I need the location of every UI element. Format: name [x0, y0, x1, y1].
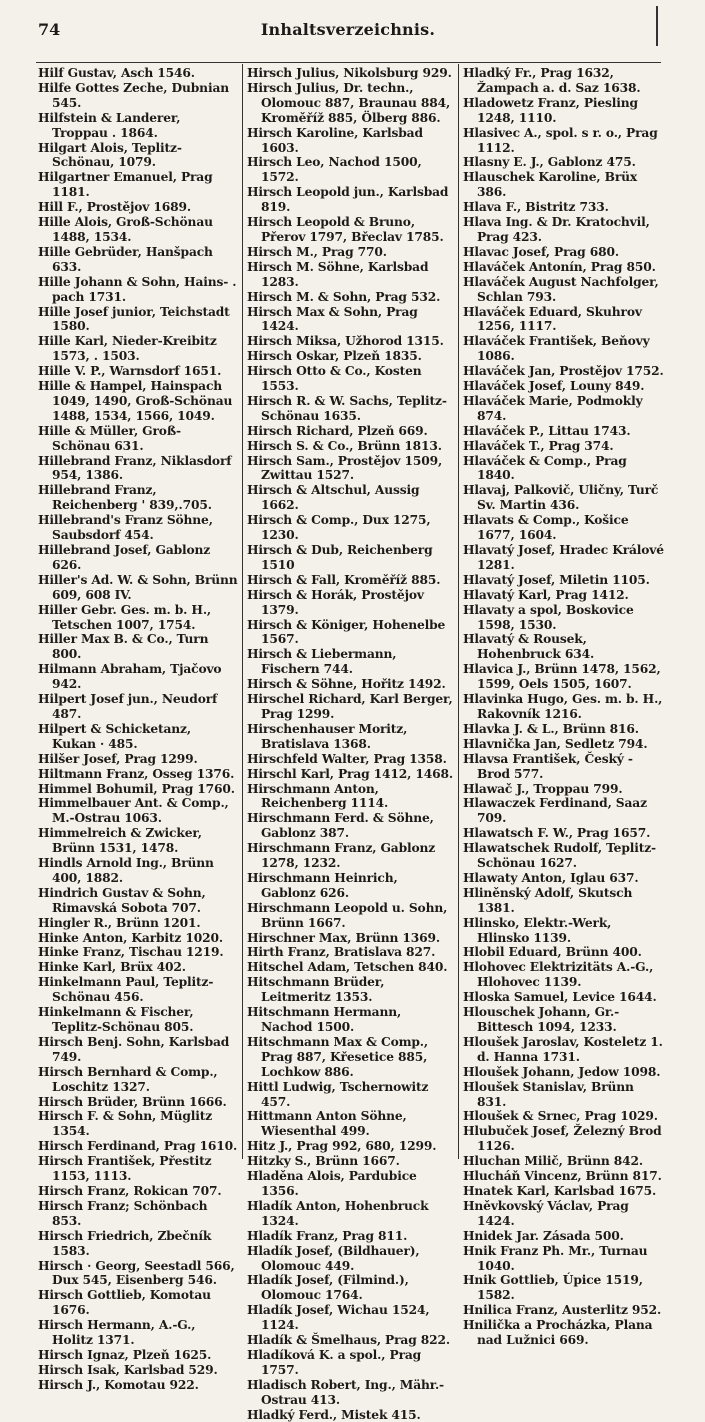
index-entry: Hirsch J., Komotau 922.	[38, 1376, 199, 1392]
index-entry: Hladěna Alois, Pardubice 1356.	[247, 1168, 417, 1198]
index-entry: Hlavinka Hugo, Ges. m. b. H., Rakovník 1216.	[463, 691, 663, 721]
index-entry: Hirsch M. & Sohn, Prag 532.	[247, 288, 441, 304]
index-entry: Hitz J., Prag 992, 680, 1299.	[247, 1138, 437, 1154]
index-entry: Hirth Franz, Bratislava 827.	[247, 944, 436, 960]
index-entry: Hlawač J., Troppau 799.	[463, 780, 623, 796]
index-entry: Hirsch Richard, Plzeň 669.	[247, 422, 428, 438]
index-entry: Hlavnička Jan, Sedletz 794.	[463, 735, 648, 751]
index-entry: Hirsch & Söhne, Hořitz 1492.	[247, 676, 446, 692]
index-entry: Hlaváček Marie, Podmokly 874.	[463, 392, 643, 423]
index-entry: Hirsch F. & Sohn, Müglitz 1354.	[38, 1108, 213, 1139]
index-entry: Hiller Max B. & Co., Turn 800.	[38, 631, 209, 662]
index-entry: Hiller's Ad. W. & Sohn, Brünn 609, 608 IV.	[38, 571, 238, 602]
index-entry: Hirsch Oskar, Plzeň 1835.	[247, 348, 422, 364]
index-entry: Hlaváček Antonín, Prag 850.	[463, 258, 656, 274]
index-entry: Hirsch Hermann, A.-G., Holitz 1371.	[38, 1317, 196, 1348]
index-entry: Hlaváček František, Beňovy 1086.	[463, 333, 650, 364]
index-entry: Hille & Hampel, Hainspach 1049, 1490, Groß-Schönau 1488, 1534, 1566, 1049.	[38, 378, 233, 423]
index-entry: Hluchan Milič, Brünn 842.	[463, 1153, 643, 1169]
index-entry: Hladík Josef, Wichau 1524, 1124.	[247, 1302, 430, 1333]
index-entry: Hirsch Leopold jun., Karlsbad 819.	[247, 184, 449, 215]
index-entry: Himmelreich & Zwicker, Brünn 1531, 1478.	[38, 825, 202, 856]
index-entry: Hille Johann & Sohn, Hains- . pach 1731.	[38, 273, 237, 304]
index-entry: Hirsch Gottlieb, Komotau 1676.	[38, 1287, 211, 1318]
index-entry: Hlohovec Elektrizitäts A.-G., Hlohovec 1139.	[463, 959, 654, 990]
index-entry: Hladowetz Franz, Piesling 1248, 1110.	[463, 94, 638, 125]
index-entry: Hladíková K. a spol., Prag 1757.	[247, 1346, 422, 1377]
index-entry: Hirsch Franz, Rokican 707.	[38, 1182, 222, 1198]
index-entry: Hlobil Eduard, Brünn 400.	[463, 944, 642, 960]
index-entry: Hitschel Adam, Tetschen 840.	[247, 959, 448, 975]
index-entry: Hirschmann Anton, Reichenberg 1114.	[247, 780, 389, 811]
index-entry: Hille Josef junior, Teichstadt 1580.	[38, 303, 230, 334]
index-entry: Hirschel Richard, Karl Berger, Prag 1299.	[247, 691, 453, 721]
index-entry: Hirsch Miksa, Užhorod 1315.	[247, 333, 444, 349]
index-entry: Hinke Karl, Brüx 402.	[38, 959, 186, 975]
index-entry: Himmel Bohumil, Prag 1760.	[38, 780, 235, 796]
index-entry: Hnilička a Procházka, Plana nad Lužnici 669.	[463, 1317, 653, 1348]
index-entry: Hirsch Brüder, Brünn 1666.	[38, 1093, 227, 1109]
index-entry: Hilpert & Schicketanz, Kukan · 485.	[38, 720, 191, 751]
index-entry: Hinkelmann Paul, Teplitz-Schönau 456.	[38, 974, 214, 1005]
index-entry: Hloušek Johann, Jedow 1098.	[463, 1063, 661, 1079]
index-column-right	[463, 65, 667, 1348]
index-entry: Hlavatý & Rousek, Hohenbruck 634.	[463, 631, 595, 662]
index-entry: Hilfstein & Landerer, Troppau . 1864.	[38, 109, 181, 140]
index-entry: Hille Karl, Nieder-Kreibitz 1573, . 1503.	[38, 333, 217, 364]
index-entry: Hirschfeld Walter, Prag 1358.	[247, 750, 447, 766]
index-entry: Hirsch Sam., Prostějov 1509, Zwittau 1527.	[247, 452, 443, 483]
index-entry: Hlavsa František, Český - Brod 577.	[463, 750, 633, 781]
index-entry: Hiller Gebr. Ges. m. b. H., Tetschen 1007, 1754.	[38, 601, 212, 632]
index-entry: Hirsch & Liebermann, Fischern 744.	[247, 646, 397, 677]
index-entry: Hlavica J., Brünn 1478, 1562, 1599, Oels 1505, 1607.	[463, 661, 661, 692]
index-entry: Hilgartner Emanuel, Prag 1181.	[38, 169, 213, 200]
index-entry: Hirsch M. Söhne, Karlsbad 1283.	[247, 258, 429, 289]
index-entry: Hnatek Karl, Karlsbad 1675.	[463, 1182, 657, 1198]
index-entry: Hille Gebrüder, Hanšpach 633.	[38, 243, 213, 274]
index-entry: Hlaváček Josef, Louny 849.	[463, 378, 645, 394]
index-entry: Hill F., Prostějov 1689.	[38, 199, 191, 215]
index-entry: Hirsch František, Přestitz 1153, 1113.	[38, 1153, 212, 1184]
index-entry: Hinke Franz, Tischau 1219.	[38, 944, 224, 960]
index-entry: Hindls Arnold Ing., Brünn 400, 1882.	[38, 855, 214, 885]
index-entry: Hillebrand Josef, Gablonz 626.	[38, 542, 211, 572]
index-entry: Hlawatschek Rudolf, Teplitz-Schönau 1627.	[463, 840, 656, 871]
index-entry: Hlaváček August Nachfolger, Schlan 793.	[463, 273, 659, 304]
index-entry: Hnilica Franz, Austerlitz 952.	[463, 1302, 662, 1318]
index-entry: Hirsch Otto & Co., Kosten 1553.	[247, 363, 422, 394]
index-entry: Hloušek & Srnec, Prag 1029.	[463, 1108, 658, 1124]
index-entry: Hirsch & Fall, Kroměříž 885.	[247, 571, 441, 587]
index-entry: Hirsch S. & Co., Brünn 1813.	[247, 437, 442, 453]
index-entry: Hinkelmann & Fischer, Teplitz-Schönau 805.	[38, 1004, 194, 1034]
corner-mark	[656, 6, 658, 46]
index-entry: Hlavatý Josef, Miletin 1105.	[463, 571, 650, 587]
index-entry: Hloska Samuel, Levice 1644.	[463, 989, 657, 1005]
index-entry: Hloušek Stanislav, Brünn 831.	[463, 1078, 634, 1109]
index-entry: Hladík Josef, (Filmind.), Olomouc 1764.	[247, 1272, 409, 1303]
index-entry: Hlawaty Anton, Iglau 637.	[463, 869, 639, 885]
index-entry: Hlavatý Josef, Hradec Králové 1281.	[463, 542, 664, 572]
index-entry: Hlaváček & Comp., Prag 1840.	[463, 452, 627, 483]
index-entry: Hloušek Jaroslav, Kosteletz 1. d. Hanna 1731.	[463, 1033, 663, 1064]
index-entry: Hillebrand Franz, Reichenberg ' 839,.705.	[38, 482, 212, 513]
index-entry: Hirsch & Königer, Hohenelbe 1567.	[247, 616, 446, 647]
index-entry: Hirsch Julius, Dr. techn., Olomouc 887, Braunau 884, Kroměříž 885, Ölberg 886.	[247, 79, 451, 125]
index-entry: Hirsch M., Prag 770.	[247, 243, 387, 259]
index-entry: Hirsch Julius, Nikolsburg 929.	[247, 65, 452, 80]
index-entry: Hlavatý Karl, Prag 1412.	[463, 586, 629, 602]
index-entry: Hirsch R. & W. Sachs, Teplitz-Schönau 1635.	[247, 392, 447, 423]
index-entry: Hinke Anton, Karbitz 1020.	[38, 929, 223, 945]
index-entry: Hnidek Jar. Zásada 500.	[463, 1227, 624, 1243]
index-entry: Hnik Gottlieb, Úpice 1519, 1582.	[463, 1272, 643, 1303]
index-entry: Hladisch Robert, Ing., Mähr.-Ostrau 413.	[247, 1376, 444, 1407]
index-entry: Hirsch Leopold & Bruno, Přerov 1797, Břeclav 1785.	[247, 214, 444, 244]
index-entry: Hillebrand Franz, Niklasdorf 954, 1386.	[38, 452, 232, 483]
index-entry: Hladík Anton, Hohenbruck 1324.	[247, 1197, 429, 1228]
index-column-middle	[247, 65, 453, 1422]
index-entry: Hirsch Franz; Schönbach 853.	[38, 1197, 208, 1228]
index-entry: Hlauschek Karoline, Brüx 386.	[463, 169, 638, 200]
index-entry: Hitschmann Max & Comp., Prag 887, Křesetice 885, Lochkow 886.	[247, 1033, 429, 1079]
index-entry: Hladký Ferd., Mistek 415.	[247, 1406, 421, 1422]
index-column-left	[38, 65, 238, 1392]
index-entry: Hlubuček Josef, Železný Brod 1126.	[463, 1123, 662, 1154]
index-entry: Hitschmann Brüder, Leitmeritz 1353.	[247, 974, 385, 1005]
index-entry: Hille & Müller, Groß-Schönau 631.	[38, 422, 181, 453]
index-entry: Hittmann Anton Söhne, Wiesenthal 499.	[247, 1108, 407, 1139]
index-entry: Hirsch & Horák, Prostějov 1379.	[247, 586, 424, 617]
index-entry: Hirschenhauser Moritz, Bratislava 1368.	[247, 720, 408, 751]
index-entry: Hirschl Karl, Prag 1412, 1468.	[247, 765, 453, 781]
index-entry: Hlavaty a spol, Boskovice 1598, 1530.	[463, 601, 634, 632]
index-entry: Himmelbauer Ant. & Comp., M.-Ostrau 1063.	[38, 795, 229, 826]
index-entry: Hirsch Bernhard & Comp., Loschitz 1327.	[38, 1063, 218, 1094]
index-entry: Hilmann Abraham, Tjačovo 942.	[38, 661, 222, 692]
index-entry: Hirsch Max & Sohn, Prag 1424.	[247, 303, 418, 334]
index-entry: Hlava F., Bistritz 733.	[463, 199, 609, 215]
index-entry: Hirschmann Heinrich, Gablonz 626.	[247, 869, 398, 900]
page-header	[38, 20, 658, 44]
index-entry: Hille Alois, Groß-Schönau 1488, 1534.	[38, 214, 213, 244]
index-entry: Hlasny E. J., Gablonz 475.	[463, 154, 636, 170]
index-entry: Hirschmann Ferd. & Söhne, Gablonz 387.	[247, 810, 434, 841]
index-entry: Hlaváček Jan, Prostějov 1752.	[463, 363, 664, 379]
index-entry: Hirsch Karoline, Karlsbad 1603.	[247, 124, 423, 155]
index-entry: Hlouschek Johann, Gr.-Bittesch 1094, 1233.	[463, 1004, 620, 1034]
index-entry: Hirsch Ferdinand, Prag 1610.	[38, 1138, 238, 1154]
index-entry: Hirsch Friedrich, Zbečník 1583.	[38, 1227, 212, 1258]
index-entry: Hlaváček P., Littau 1743.	[463, 422, 631, 438]
index-entry: Hlucháň Vincenz, Brünn 817.	[463, 1168, 662, 1184]
index-entry: Hladík & Šmelhaus, Prag 822.	[247, 1332, 450, 1348]
index-entry: Hlaváček T., Prag 374.	[463, 437, 614, 453]
index-entry: Hirsch Leo, Nachod 1500, 1572.	[247, 154, 422, 185]
index-entry: Hirsch & Altschul, Aussig 1662.	[247, 482, 420, 513]
column-separator	[242, 64, 243, 1159]
index-entry: Hirsch & Comp., Dux 1275, 1230.	[247, 512, 431, 543]
index-entry: Hirschmann Franz, Gablonz 1278, 1232.	[247, 840, 436, 871]
index-entry: Hirsch · Georg, Seestadl 566, Dux 545, Eisenberg 546.	[38, 1257, 235, 1288]
index-entry: Hirsch Isak, Karlsbad 529.	[38, 1361, 218, 1377]
index-entry: Hlawatsch F. W., Prag 1657.	[463, 825, 651, 841]
index-entry: Hladký Fr., Prag 1632, Žampach a. d. Saz 1638.	[463, 65, 641, 95]
index-entry: Hirschmann Leopold u. Sohn, Brünn 1667.	[247, 899, 448, 930]
index-entry: Hitzky S., Brünn 1667.	[247, 1153, 400, 1169]
index-entry: Hitschmann Hermann, Nachod 1500.	[247, 1004, 402, 1034]
index-entry: Hilšer Josef, Prag 1299.	[38, 750, 198, 766]
index-entry: Hliněnský Adolf, Skutsch 1381.	[463, 884, 633, 915]
index-entry: Hilfe Gottes Zeche, Dubnian 545.	[38, 79, 229, 110]
index-entry: Hilgart Alois, Teplitz-Schönau, 1079.	[38, 139, 182, 170]
index-entry: Hněvkovský Václav, Prag 1424.	[463, 1197, 629, 1228]
index-entry: Hlavaj, Palkovič, Uličny, Turč Sv. Martin 436.	[463, 482, 659, 513]
running-title: Inhaltsverzeichnis.	[260, 20, 436, 39]
header-rule	[36, 62, 661, 63]
index-entry: Hlava Ing. & Dr. Kratochvil, Prag 423.	[463, 214, 650, 244]
index-entry: Hilf Gustav, Asch 1546.	[38, 65, 195, 80]
index-entry: Hirsch & Dub, Reichenberg 1510	[247, 542, 433, 572]
index-entry: Hlavac Josef, Prag 680.	[463, 243, 619, 259]
column-separator	[458, 64, 459, 1159]
index-entry: Hille V. P., Warnsdorf 1651.	[38, 363, 222, 379]
index-entry: Hiltmann Franz, Osseg 1376.	[38, 765, 235, 781]
index-entry: Hlavka J. & L., Brünn 816.	[463, 720, 639, 736]
index-entry: Hillebrand's Franz Söhne, Saubsdorf 454.	[38, 512, 213, 543]
index-entry: Hirschner Max, Brünn 1369.	[247, 929, 440, 945]
index-entry: Hirsch Benj. Sohn, Karlsbad 749.	[38, 1033, 230, 1064]
index-entry: Hnik Franz Ph. Mr., Turnau 1040.	[463, 1242, 648, 1273]
index-entry: Hittl Ludwig, Tschernowitz 457.	[247, 1078, 429, 1109]
index-entry: Hladík Josef, (Bildhauer), Olomouc 449.	[247, 1242, 420, 1273]
index-entry: Hindrich Gustav & Sohn, Rimavská Sobota 707.	[38, 884, 206, 915]
index-entry: Hlawaczek Ferdinand, Saaz 709.	[463, 795, 647, 826]
index-entry: Hirsch Ignaz, Plzeň 1625.	[38, 1346, 212, 1362]
index-entry: Hladík Franz, Prag 811.	[247, 1227, 408, 1243]
index-entry: Hingler R., Brünn 1201.	[38, 914, 201, 930]
index-entry: Hlasivec A., spol. s r. o., Prag 1112.	[463, 124, 658, 155]
page-number: 74	[38, 20, 61, 39]
index-entry: Hlavats & Comp., Košice 1677, 1604.	[463, 512, 629, 543]
index-entry: Hlaváček Eduard, Skuhrov 1256, 1117.	[463, 303, 642, 334]
index-entry: Hlinsko, Elektr.-Werk, Hlinsko 1139.	[463, 914, 612, 945]
index-entry: Hilpert Josef jun., Neudorf 487.	[38, 691, 218, 721]
